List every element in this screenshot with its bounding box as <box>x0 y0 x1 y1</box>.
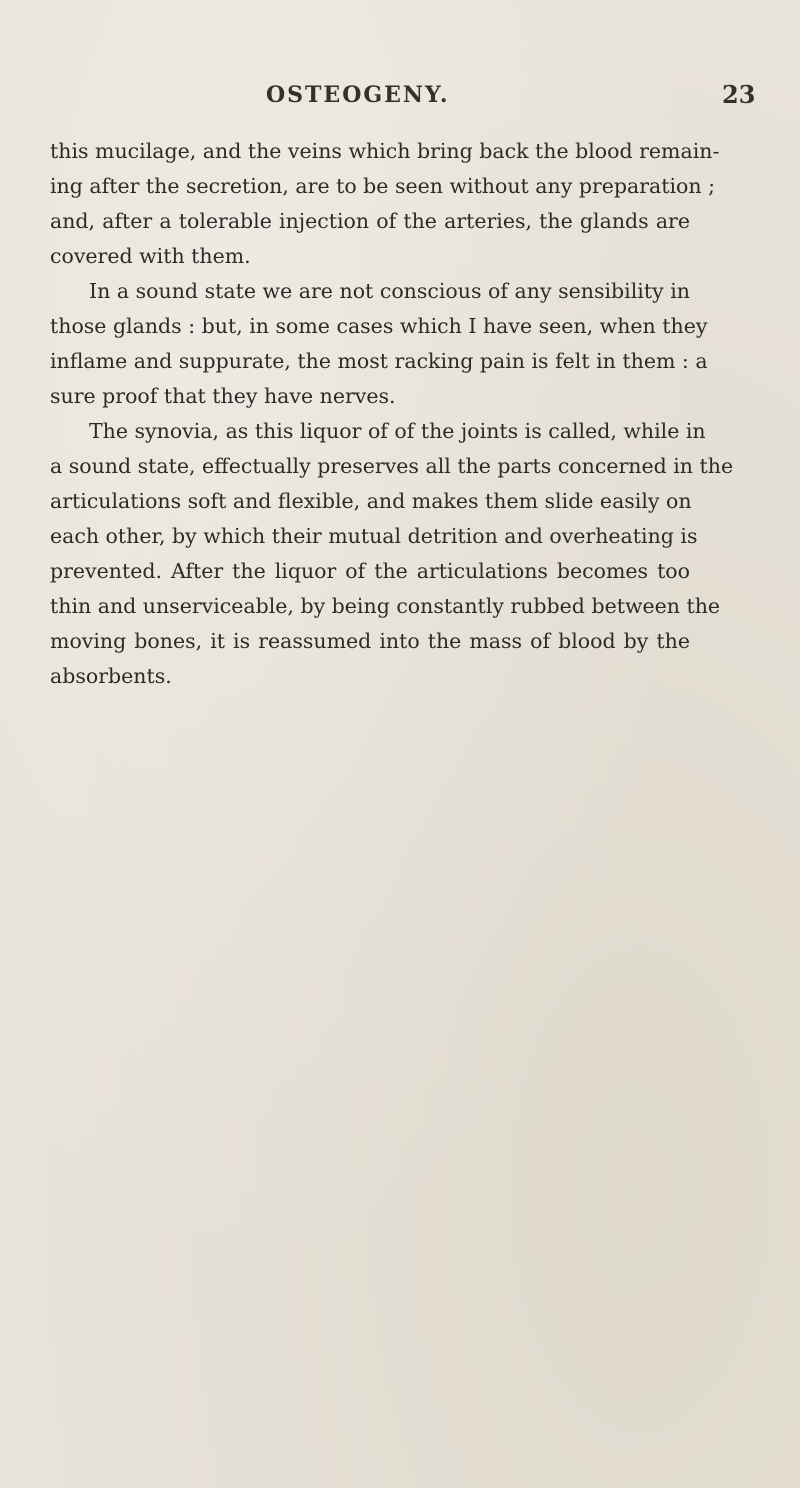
text-line: In a sound state we are not conscious of any sensibility in <box>89 279 690 303</box>
body-text <box>50 134 734 694</box>
page-number: 23 <box>722 80 756 109</box>
page-header <box>0 82 800 122</box>
text-line: a sound state, effectually preserves all the parts concerned in the <box>50 454 734 478</box>
text-line: absorbents. <box>50 664 172 688</box>
text-line: articulations soft and flexible, and makes them slide easily on <box>50 489 692 513</box>
text-line: The synovia, as this liquor of of the joints is called, while in <box>89 419 706 443</box>
text-line: those glands : but, in some cases which I have seen, when they <box>50 314 708 338</box>
text-line: and, after a tolerable injection of the arteries, the glands are <box>50 209 690 233</box>
running-head: OSTEOGENY. <box>266 82 450 108</box>
paragraph <box>50 274 708 414</box>
text-line: ing after the secretion, are to be seen without any preparation ; <box>50 174 716 198</box>
text-line: thin and unserviceable, by being constantly rubbed between the <box>50 594 721 618</box>
text-line: this mucilage, and the veins which bring back the blood remain- <box>50 139 720 163</box>
text-line: each other, by which their mutual detrition and overheating is <box>50 524 698 548</box>
text-line: inflame and suppurate, the most racking pain is felt in them : a <box>50 349 708 373</box>
text-line: moving bones, it is reassumed into the mass of blood by the <box>50 629 690 653</box>
text-line: covered with them. <box>50 244 251 268</box>
paragraph <box>50 414 734 694</box>
text-line: sure proof that they have nerves. <box>50 384 396 408</box>
text-line: prevented. After the liquor of the articulations becomes too <box>50 559 690 583</box>
paragraph <box>50 134 720 274</box>
